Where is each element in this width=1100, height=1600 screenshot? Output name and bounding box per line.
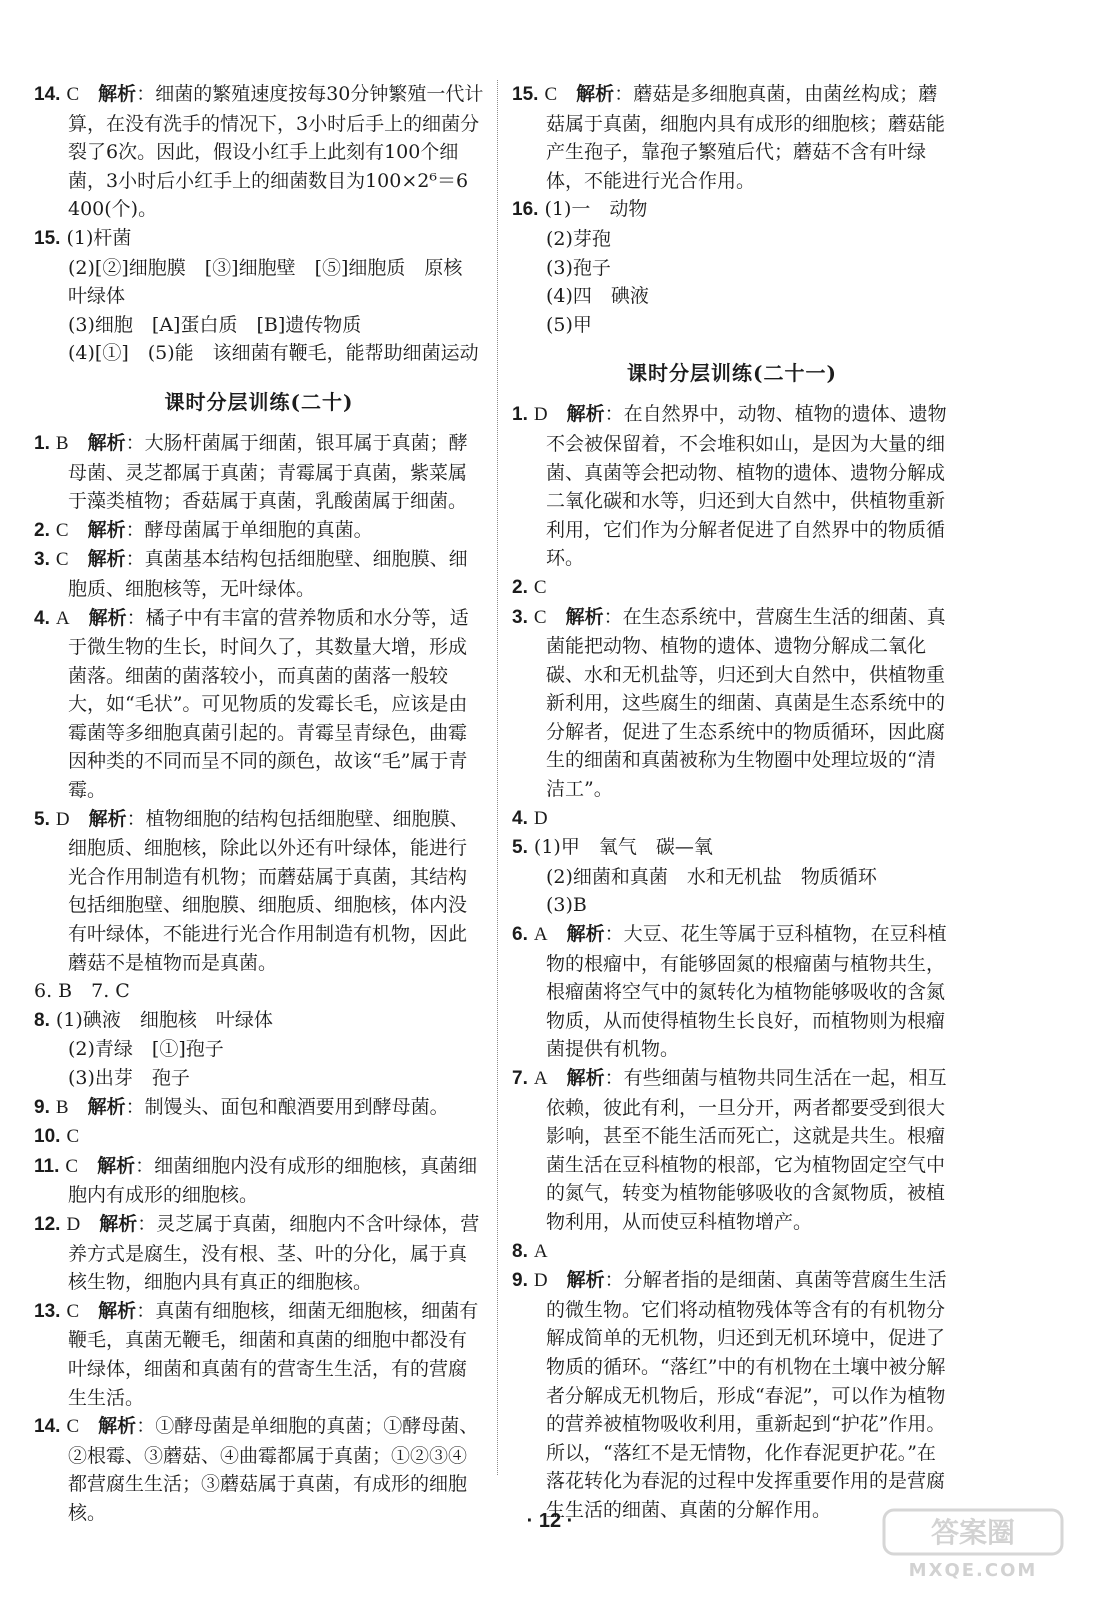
answer-item: 4. A 解析：橘子中有丰富的营养物质和水分等，适于微生物的生长，时间久了，其数量大增，形成菌落。细菌的菌落较小，而真菌的菌落一般较大，如“毛状”。可见物质的发霉长毛，应该是由霉菌等多细胞真菌引起的。青霉呈青绿色，曲霉因种类的不同而呈不同的颜色，故该“毛”属于青霉。	[34, 606, 469, 802]
answer-sub-line: (4)[①] (5)能 该细菌有鞭毛，能帮助细菌运动	[68, 342, 479, 365]
section-heading-21: 课时分层训练(二十一)	[627, 361, 837, 386]
answer-item: 6. A 解析：大豆、花生等属于豆科植物，在豆科植物的根瘤中，有能够固氮的根瘤菌与植物共生，根瘤菌将空气中的氮转化为植物能够吸收的含氮物质，从而使得植物生长良好，而植物则为根瘤菌提供有机物。	[512, 923, 947, 1061]
answer-item: 5. D 解析：植物细胞的结构包括细胞壁、细胞膜、细胞质、细胞核，除此以外还有叶绿体，能进行光合作用制造有机物；而蘑菇属于真菌，其结构包括细胞壁、细胞膜、细胞质、细胞核，体内没有叶绿体，不能进行光合作用制造有机物，因此蘑菇不是植物而是真菌。	[34, 807, 469, 974]
answer-sub-line: (3)细胞 [A]蛋白质 [B]遗传物质	[68, 313, 362, 336]
answer-item: 9. D 解析：分解者指的是细菌、真菌等营腐生生活的微生物。它们将动植物残体等含有的有机物分解成简单的无机物，归还到无机环境中，促进了物质的循环。“落红”中的有机物在土壤中被分解者分解成无机物后，形成“春泥”，可以作为植物的营养被植物吸收利用，重新起到“护花”作用。所以，“落红不是无情物，化作春泥更护花。”在落花转化为春泥的过程中发挥重要作用的是营腐生生活的细菌、真菌的分解作用。	[512, 1269, 947, 1521]
answer-sub-line: (3)出芽 孢子	[68, 1067, 190, 1089]
left-column	[34, 80, 484, 1528]
answer-left-15: 15. (1)杆菌	[34, 226, 132, 249]
answer-item: 7. A 解析：有些细菌与植物共同生活在一起，相互依赖，彼此有利，一旦分开，两者都要受到很大影响，甚至不能生活而死亡，这就是共生。根瘤菌生活在豆科植物的根部，它为植物固定空气中的氮气，转变为植物能够吸收的含氮物质，被植物利用，从而使豆科植物增产。	[512, 1067, 947, 1233]
answer-left-8: 8. (1)碘液 细胞核 叶绿体	[34, 1008, 273, 1031]
answer-right-15: 15. C 解析：蘑菇是多细胞真菌，由菌丝构成；蘑菇属于真菌，细胞内具有成形的细胞核；蘑菇能产生孢子，靠孢子繁殖后代；蘑菇不含有叶绿体，不能进行光合作用。	[512, 83, 946, 192]
answer-item: 11. C 解析：细菌细胞内没有成形的细胞核，真菌细胞内有成形的细胞核。	[34, 1154, 478, 1207]
answer-left-14: 14. C 解析：细菌的繁殖速度按每30分钟繁殖一代计算，在没有洗手的情况下，3小时后手上的细菌分裂了6次。因此，假设小红手上此刻有100个细菌，3小时后小红手上的细菌数目为100×2⁶＝6 400(个)。	[34, 83, 484, 221]
watermark-top-text: 答案圈	[930, 1516, 1016, 1549]
answer-sub-line: (3)B	[546, 894, 587, 917]
answer-item: 2. C	[512, 576, 547, 598]
answer-item: 4. D	[512, 807, 548, 829]
answer-sub-line: (2)细菌和真菌 水和无机盐 物质循环	[546, 865, 877, 888]
answer-item: 2. C 解析：酵母菌属于单细胞的真菌。	[34, 518, 373, 541]
answer-right-16: 16. (1)一 动物	[512, 198, 648, 221]
right-column	[512, 80, 952, 1525]
answer-sub-line: (2)芽孢	[546, 227, 611, 250]
answer-item-6-7: 6. B 7. C	[34, 980, 130, 1003]
answer-sub-line: (2)青绿 [①]孢子	[68, 1038, 224, 1061]
section-heading-20: 课时分层训练(二十)	[164, 389, 354, 414]
answer-item: 1. D 解析：在自然界中，动物、植物的遗体、遗物不会被保留着，不会堆积如山，是因为大量的细菌、真菌等会把动物、植物的遗体、遗物分解成二氧化碳和水等，归还到大自然中，供植物重新利用，它们作为分解者促进了自然界中的物质循环。	[512, 403, 947, 570]
answer-right-5: 5. (1)甲 氧气 碳—氧	[512, 836, 713, 859]
answer-sub-line: (2)[②]细胞膜 [③]细胞壁 [⑤]细胞质 原核 叶绿体	[68, 256, 482, 308]
answer-item: 12. D 解析：灵芝属于真菌，细胞内不含叶绿体，营养方式是腐生，没有根、茎、叶的分化，属于真核生物，细胞内具有真正的细胞核。	[34, 1212, 480, 1294]
watermark-logo	[878, 1506, 1068, 1582]
answer-sub-line: (5)甲	[546, 313, 592, 336]
answer-item: 14. C 解析：①酵母菌是单细胞的真菌；①酵母菌、②根霉、③蘑菇、④曲霉都属于真菌；①②③④都营腐生生活；③蘑菇属于真菌，有成形的细胞核。	[34, 1415, 479, 1524]
answer-item: 9. B 解析：制馒头、面包和酿酒要用到酵母菌。	[34, 1095, 449, 1118]
answer-item: 3. C 解析：真菌基本结构包括细胞壁、细胞膜、细胞质、细胞核等，无叶绿体。	[34, 548, 468, 600]
answer-sub-line: (3)孢子	[546, 256, 611, 279]
answer-item: 1. B 解析：大肠杆菌属于细菌，银耳属于真菌；酵母菌、灵芝都属于真菌；青霉属于真菌，紫菜属于藻类植物；香菇属于真菌，乳酸菌属于细菌。	[34, 431, 468, 513]
answer-item: 8. A	[512, 1240, 548, 1262]
answer-item: 13. C 解析：真菌有细胞核，细菌无细胞核，细菌有鞭毛，真菌无鞭毛，细菌和真菌的细胞中都没有叶绿体，细菌和真菌有的营寄生生活，有的营腐生生活。	[34, 1299, 479, 1409]
answer-item: 10. C	[34, 1126, 80, 1148]
page-number: · 12 ·	[526, 1510, 574, 1532]
answer-sub-line: (4)四 碘液	[546, 285, 649, 308]
answer-item: 3. C 解析：在生态系统中，营腐生生活的细菌、真菌能把动物、植物的遗体、遗物分解成二氧化碳、水和无机盐等，归还到大自然中，供植物重新利用，这些腐生的细菌、真菌是生态系统中的分解者，促进了生态系统中的物质循环，因此腐生的细菌和真菌被称为生物圈中处理垃圾的“清洁工”。	[512, 605, 946, 801]
watermark-bottom-text: MXQE.COM	[908, 1560, 1038, 1581]
column-divider	[497, 80, 498, 1475]
